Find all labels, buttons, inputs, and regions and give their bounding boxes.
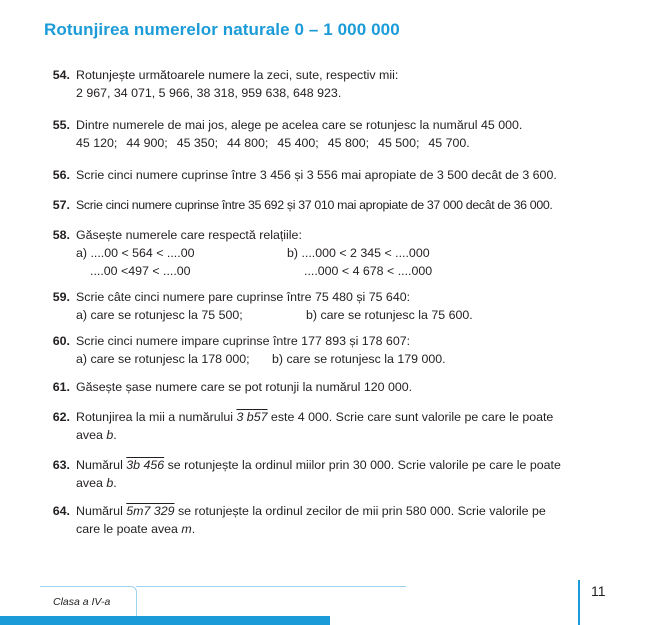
punctuation: . [113, 428, 117, 442]
exercise-number: 62. [52, 410, 70, 424]
page-title: Rotunjirea numerelor naturale 0 – 1 000 000 [44, 20, 400, 39]
subpoint-b: b) care se rotunjesc la 179 000. [272, 352, 446, 366]
value-list [76, 134, 596, 152]
footer-accent-bar [0, 616, 330, 625]
relation-b1: b) ....000 < 2 345 < ....000 [287, 246, 430, 260]
exercise-text: Dintre numerele de mai jos, alege pe acelea care se rotunjesc la numărul 45 000. [76, 118, 523, 132]
exercise-text: Găsește șase numere care se pot rotunji la numărul 120 000. [76, 380, 413, 394]
exercise-number: 64. [52, 504, 70, 518]
exercise-number: 59. [52, 290, 70, 304]
value-item: 44 800; [227, 136, 269, 150]
variable: m [181, 522, 192, 536]
overlined-number: 3b 456 [126, 458, 165, 472]
exercise-text: Numărul [76, 504, 127, 518]
footer-divider [136, 586, 406, 587]
relation-a2: ....00 <497 < ....00 [90, 264, 191, 278]
exercise-text: este 4 000. Scrie care sunt valorile pe care le poate [267, 410, 554, 424]
overlined-number: 3 b57 [236, 410, 268, 424]
exercise-text: Scrie câte cinci numere pare cuprinse între 75 480 și 75 640: [76, 290, 411, 304]
exercise-number: 60. [52, 334, 70, 348]
exercise-number: 56. [52, 168, 70, 182]
subpoint-b: b) care se rotunjesc la 75 600. [306, 308, 473, 322]
variable: b [106, 428, 114, 442]
exercise-number: 54. [52, 68, 70, 82]
overlined-number: 5m7 329 [126, 504, 175, 518]
exercise-text: Scrie cinci numere impare cuprinse între 177 893 și 178 607: [76, 334, 411, 348]
exercise-number: 55. [52, 118, 70, 132]
page-number: 11 [591, 583, 606, 599]
punctuation: . [191, 522, 196, 536]
exercise-text: care le poate avea [76, 522, 182, 536]
subpoint-a: a) care se rotunjesc la 178 000; [76, 352, 250, 366]
exercise-numbers: 2 967, 34 071, 5 966, 38 318, 959 638, 648 923. [76, 86, 342, 100]
value-item: 45 400; [277, 136, 319, 150]
exercise-text: Scrie cinci numere cuprinse între 35 692 și 37 010 mai apropiate de 37 000 decât de 36 000. [76, 198, 553, 212]
relation-b2: ....000 < 4 678 < ....000 [304, 264, 433, 278]
relation-a1: a) ....00 < 564 < ....00 [76, 246, 195, 260]
value-item: 44 900; [126, 136, 168, 150]
exercise-text: avea [76, 476, 107, 490]
exercise-text: se rotunjește la ordinul miilor prin 30 000. Scrie valorile pe care le poate [164, 458, 561, 472]
exercise-number: 57. [52, 198, 70, 212]
value-item: 45 800; [327, 136, 370, 150]
exercise-text: Rotunjește următoarele numere la zeci, sute, respectiv mii: [76, 68, 399, 82]
exercise-text: avea [76, 428, 107, 442]
exercise-text: Scrie cinci numere cuprinse între 3 456 și 3 556 mai apropiate de 3 500 decât de 3 600. [76, 168, 557, 182]
punctuation: . [113, 476, 117, 490]
exercise-text: se rotunjește la ordinul zecilor de mii prin 580 000. Scrie valorile pe [174, 504, 546, 518]
exercise-text: Numărul [76, 458, 127, 472]
value-item: 45 350; [176, 136, 219, 150]
value-item: 45 120; [76, 136, 118, 150]
exercise-text: Rotunjirea la mii a numărului [76, 410, 237, 424]
exercise-number: 58. [52, 228, 70, 242]
page-number-rule [578, 580, 580, 625]
exercise-number: 63. [52, 458, 70, 472]
subpoint-a: a) care se rotunjesc la 75 500; [76, 308, 243, 322]
exercise-text: Găsește numerele care respectă relațiile: [76, 228, 302, 242]
value-item: 45 700. [428, 136, 470, 150]
footer-grade-label: Clasa a IV-a [53, 596, 111, 608]
variable: b [106, 476, 114, 490]
value-item: 45 500; [378, 136, 420, 150]
exercise-number: 61. [52, 380, 70, 394]
